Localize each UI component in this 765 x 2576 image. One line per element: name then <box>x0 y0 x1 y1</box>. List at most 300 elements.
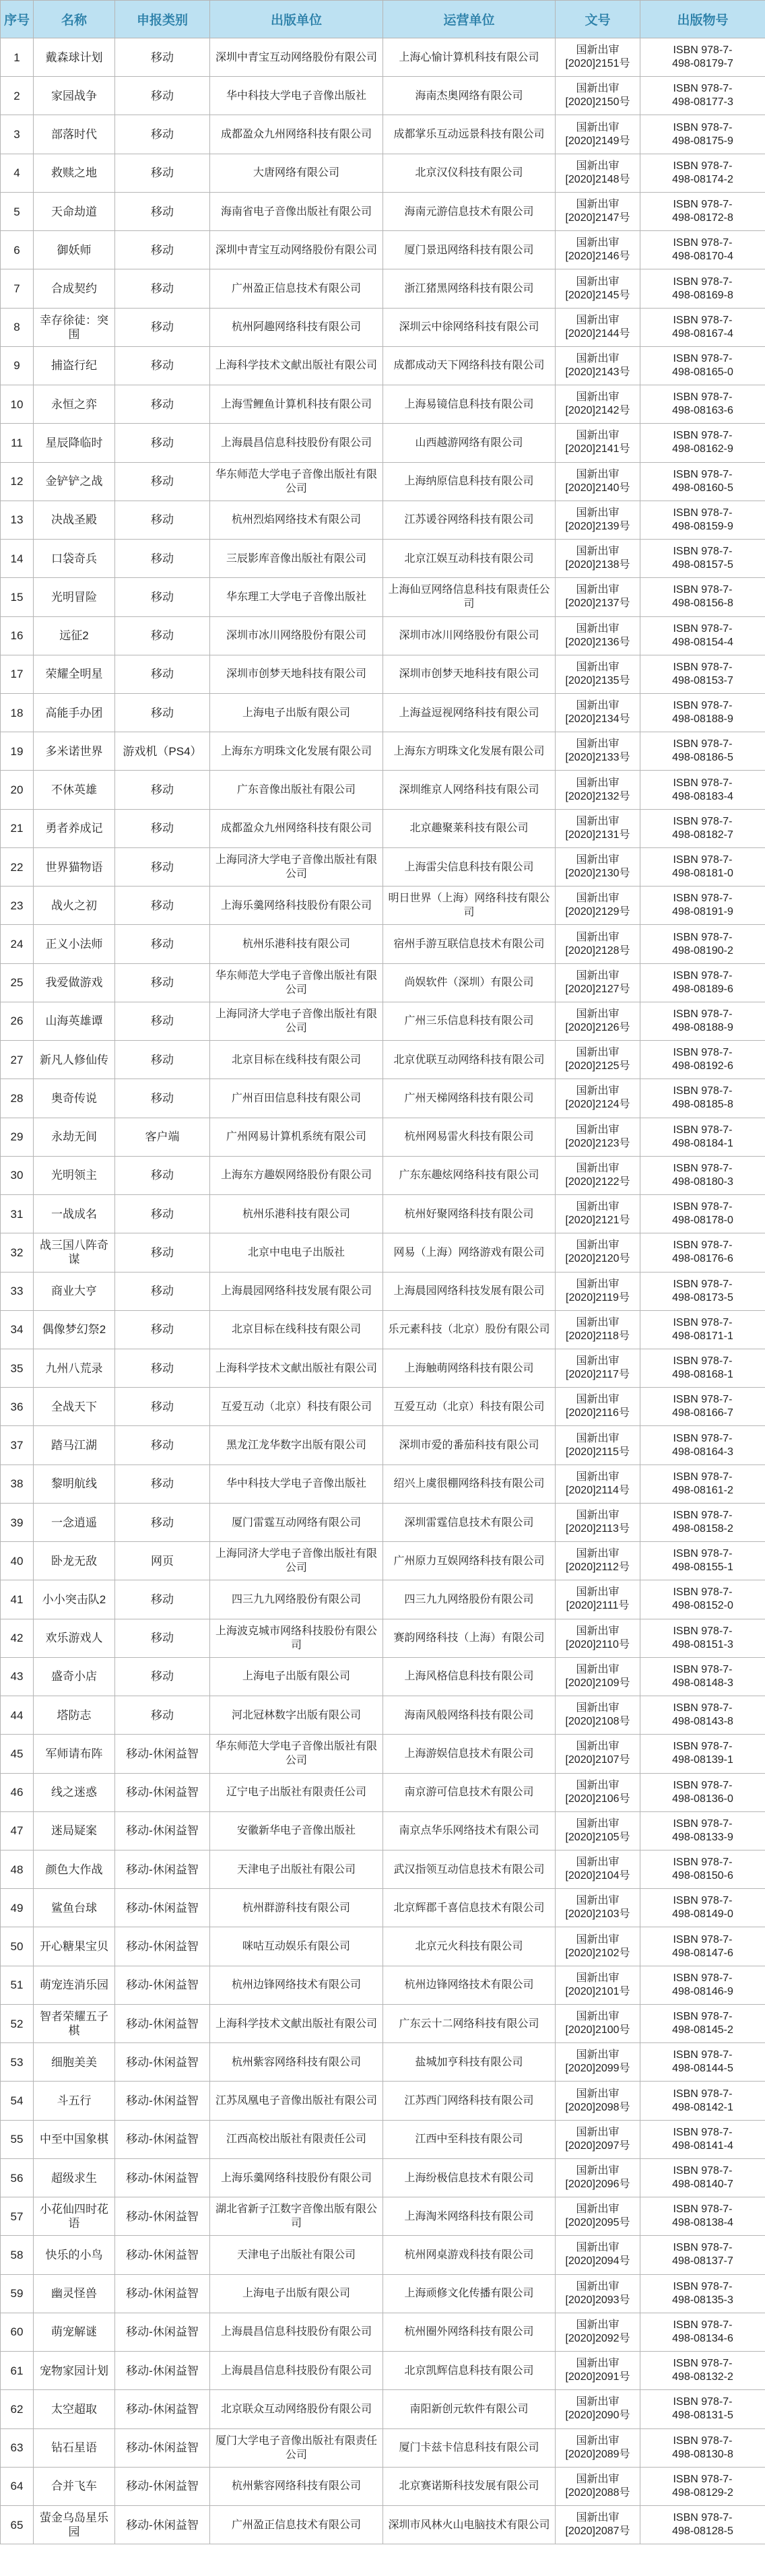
doc-number-line: [2020]2122号 <box>565 1176 630 1188</box>
category: 移动-休闲益智 <box>115 2043 210 2082</box>
doc-number <box>556 2197 640 2236</box>
table-row <box>1 192 765 230</box>
doc-number-line: [2020]2107号 <box>565 1754 630 1766</box>
doc-number-line: 国新出审 <box>576 1972 620 1984</box>
category: 移动 <box>115 1233 210 1272</box>
doc-number-line: [2020]2098号 <box>565 2101 630 2113</box>
isbn-line: 498-08162-9 <box>672 443 733 455</box>
game-name: 萌宠连消乐园 <box>34 1966 115 2004</box>
doc-number-line: [2020]2104号 <box>565 1870 630 1882</box>
operator: 广东东趣炫网络科技有限公司 <box>383 1156 556 1194</box>
operator: 深圳市创梦天地科技有限公司 <box>383 655 556 693</box>
operator: 明日世界（上海）网络科技有限公司 <box>383 887 556 925</box>
category: 移动-休闲益智 <box>115 1735 210 1773</box>
doc-number <box>556 385 640 424</box>
doc-number <box>556 1542 640 1580</box>
row-number: 14 <box>1 540 34 578</box>
row-number: 1 <box>1 38 34 77</box>
publisher: 杭州阿趣网络科技有限公司 <box>210 308 383 346</box>
row-number: 46 <box>1 1773 34 1811</box>
publisher: 湖北省新子江数字音像出版有限公司 <box>210 2197 383 2236</box>
isbn-line: ISBN 978-7- <box>673 931 733 943</box>
isbn-line: 498-08152-0 <box>672 1600 733 1612</box>
game-name: 细胞美美 <box>34 2043 115 2082</box>
publisher: 广州百田信息科技有限公司 <box>210 1079 383 1118</box>
row-number: 12 <box>1 462 34 501</box>
publisher: 深圳市创梦天地科技有限公司 <box>210 655 383 693</box>
isbn-line: 498-08138-4 <box>672 2217 733 2229</box>
row-number: 6 <box>1 231 34 269</box>
isbn <box>640 2274 765 2313</box>
operator: 北京赛诺斯科技发展有限公司 <box>383 2467 556 2505</box>
isbn-line: ISBN 978-7- <box>673 1355 733 1367</box>
category: 移动 <box>115 1156 210 1194</box>
doc-number <box>556 1426 640 1464</box>
operator: 北京汉仪科技有限公司 <box>383 154 556 192</box>
publisher: 杭州紫容网络科技有限公司 <box>210 2467 383 2505</box>
publisher: 上海晨昌信息科技股份有限公司 <box>210 2352 383 2390</box>
doc-number-line: [2020]2138号 <box>565 559 630 571</box>
doc-number-line: [2020]2093号 <box>565 2294 630 2306</box>
game-name: 奥奇传说 <box>34 1079 115 1118</box>
game-name: 鲨鱼台球 <box>34 1889 115 1927</box>
doc-number <box>556 1580 640 1619</box>
row-number: 5 <box>1 192 34 230</box>
doc-number <box>556 1118 640 1156</box>
game-name: 幸存徐徒：突围 <box>34 308 115 346</box>
game-name: 颜色大作战 <box>34 1850 115 1889</box>
doc-number-line: 国新出审 <box>576 430 620 442</box>
isbn <box>640 2004 765 2042</box>
doc-number <box>556 38 640 77</box>
publisher: 杭州边锋网络技术有限公司 <box>210 1966 383 2004</box>
isbn-line: ISBN 978-7- <box>673 2319 733 2331</box>
isbn <box>640 462 765 501</box>
doc-number <box>556 847 640 886</box>
doc-number-line: [2020]2110号 <box>566 1638 630 1650</box>
table-row <box>1 1118 765 1156</box>
publisher: 上海电子出版有限公司 <box>210 2274 383 2313</box>
publisher: 杭州乐港科技有限公司 <box>210 925 383 963</box>
row-number: 4 <box>1 154 34 192</box>
header-name: 名称 <box>34 1 115 38</box>
category: 移动-休闲益智 <box>115 2506 210 2544</box>
isbn-line: ISBN 978-7- <box>673 777 733 789</box>
isbn-line: 498-08182-7 <box>672 829 733 841</box>
game-name: 中至中国象棋 <box>34 2120 115 2158</box>
game-name: 天命劫道 <box>34 192 115 230</box>
table-row <box>1 1580 765 1619</box>
game-name: 快乐的小鸟 <box>34 2236 115 2274</box>
table-row <box>1 2043 765 2082</box>
row-number: 22 <box>1 847 34 886</box>
operator: 上海益逗视网络科技有限公司 <box>383 693 556 732</box>
header-publisher: 出版单位 <box>210 1 383 38</box>
doc-number <box>556 346 640 385</box>
game-name: 九州八荒录 <box>34 1349 115 1387</box>
publisher: 上海晨昌信息科技股份有限公司 <box>210 424 383 462</box>
doc-number-line: [2020]2149号 <box>565 135 630 147</box>
category: 移动 <box>115 424 210 462</box>
category: 移动 <box>115 154 210 192</box>
isbn-line: ISBN 978-7- <box>673 2512 733 2524</box>
category: 移动 <box>115 540 210 578</box>
isbn-line: 498-08192-6 <box>672 1060 733 1072</box>
table-row <box>1 809 765 847</box>
doc-number <box>556 887 640 925</box>
operator: 江西中至科技有限公司 <box>383 2120 556 2158</box>
operator: 上海仙豆网络信息科技有限责任公司 <box>383 578 556 616</box>
doc-number <box>556 1349 640 1387</box>
header-doc-number: 文号 <box>556 1 640 38</box>
isbn-line: 498-08167-4 <box>672 327 733 340</box>
game-name: 远征2 <box>34 616 115 655</box>
doc-number-line: 国新出审 <box>576 2319 620 2331</box>
operator: 赛韵网络科技（上海）有限公司 <box>383 1619 556 1657</box>
isbn <box>640 1041 765 1079</box>
publisher: 华东师范大学电子音像出版社有限公司 <box>210 462 383 501</box>
header-isbn: 出版物号 <box>640 1 765 38</box>
table-row <box>1 1272 765 1310</box>
doc-number-line: [2020]2094号 <box>565 2255 630 2267</box>
row-number: 52 <box>1 2004 34 2042</box>
category: 移动 <box>115 578 210 616</box>
isbn-line: ISBN 978-7- <box>673 160 733 172</box>
isbn <box>640 346 765 385</box>
operator: 上海纳原信息科技有限公司 <box>383 462 556 501</box>
publisher: 北京联众互动网络股份有限公司 <box>210 2390 383 2428</box>
operator: 杭州网易雷火科技有限公司 <box>383 1118 556 1156</box>
game-name: 口袋奇兵 <box>34 540 115 578</box>
isbn-line: 498-08157-5 <box>672 559 733 571</box>
doc-number <box>556 578 640 616</box>
table-row <box>1 925 765 963</box>
game-name: 智者荣耀五子棋 <box>34 2004 115 2042</box>
table-row <box>1 308 765 346</box>
row-number: 24 <box>1 925 34 963</box>
category: 移动 <box>115 38 210 77</box>
game-name: 家园战争 <box>34 77 115 115</box>
operator: 四三九九网络股份有限公司 <box>383 1580 556 1619</box>
doc-number-line: 国新出审 <box>576 1316 620 1328</box>
isbn-line: ISBN 978-7- <box>673 854 733 866</box>
isbn-line: 498-08149-0 <box>672 1908 733 1921</box>
doc-number-line: [2020]2088号 <box>565 2486 630 2499</box>
isbn-line: 498-08191-9 <box>672 906 733 918</box>
isbn <box>640 1310 765 1349</box>
isbn-line: 498-08165-0 <box>672 366 733 378</box>
row-number: 17 <box>1 655 34 693</box>
doc-number-line: 国新出审 <box>576 969 620 981</box>
isbn-line: 498-08185-8 <box>672 1099 733 1111</box>
isbn <box>640 1966 765 2004</box>
isbn-line: ISBN 978-7- <box>673 199 733 211</box>
operator: 杭州圈外网络科技有限公司 <box>383 2313 556 2351</box>
table-row <box>1 77 765 115</box>
doc-number <box>556 1927 640 1966</box>
game-name: 救赎之地 <box>34 154 115 192</box>
isbn-line: ISBN 978-7- <box>673 1972 733 1984</box>
operator: 尚娱软件（深圳）有限公司 <box>383 963 556 1002</box>
doc-number-line: 国新出审 <box>576 160 620 172</box>
doc-number-line: 国新出审 <box>576 815 620 827</box>
isbn-line: ISBN 978-7- <box>673 2126 733 2138</box>
isbn <box>640 1118 765 1156</box>
doc-number-line: [2020]2134号 <box>565 713 630 726</box>
doc-number-line: [2020]2150号 <box>565 96 630 108</box>
doc-number <box>556 655 640 693</box>
isbn-line: ISBN 978-7- <box>673 2473 733 2485</box>
category: 移动-休闲益智 <box>115 2428 210 2467</box>
isbn-line: ISBN 978-7- <box>673 430 733 442</box>
game-name: 一战成名 <box>34 1195 115 1233</box>
isbn-line: 498-08190-2 <box>672 944 733 957</box>
operator: 深圳维京人网络科技有限公司 <box>383 771 556 809</box>
doc-number-line: [2020]2087号 <box>565 2525 630 2538</box>
row-number: 30 <box>1 1156 34 1194</box>
table-row <box>1 1464 765 1503</box>
game-name: 御妖师 <box>34 231 115 269</box>
doc-number <box>556 1735 640 1773</box>
isbn <box>640 1657 765 1696</box>
doc-number <box>556 462 640 501</box>
row-number: 59 <box>1 2274 34 2313</box>
operator: 北京优联互动网络科技有限公司 <box>383 1041 556 1079</box>
doc-number-line: [2020]2127号 <box>565 983 630 995</box>
isbn-line: 498-08163-6 <box>672 405 733 417</box>
doc-number-line: 国新出审 <box>576 1239 620 1252</box>
table-row <box>1 887 765 925</box>
publisher: 广州盈正信息技术有限公司 <box>210 269 383 308</box>
doc-number-line: [2020]2136号 <box>565 636 630 648</box>
doc-number-line: [2020]2101号 <box>565 1985 630 1997</box>
row-number: 36 <box>1 1388 34 1426</box>
isbn-line: ISBN 978-7- <box>673 1162 733 1174</box>
publisher: 河北冠林数字出版有限公司 <box>210 1696 383 1735</box>
category: 移动 <box>115 1272 210 1310</box>
isbn-line: ISBN 978-7- <box>673 2358 733 2370</box>
game-name: 不休英雄 <box>34 771 115 809</box>
table-row <box>1 2158 765 2197</box>
operator: 北京江娱互动科技有限公司 <box>383 540 556 578</box>
isbn-line: ISBN 978-7- <box>673 815 733 827</box>
operator: 杭州好聚网络科技有限公司 <box>383 1195 556 1233</box>
operator: 北京凯辉信息科技有限公司 <box>383 2352 556 2390</box>
row-number: 7 <box>1 269 34 308</box>
doc-number <box>556 424 640 462</box>
isbn <box>640 963 765 1002</box>
game-name: 山海英雄谭 <box>34 1002 115 1040</box>
row-number: 29 <box>1 1118 34 1156</box>
isbn-line: 498-08139-1 <box>672 1754 733 1766</box>
doc-number <box>556 2043 640 2082</box>
row-number: 3 <box>1 115 34 154</box>
doc-number-line: [2020]2118号 <box>566 1330 630 1342</box>
row-number: 62 <box>1 2390 34 2428</box>
doc-number <box>556 1503 640 1541</box>
operator: 广州原力互娱网络科技有限公司 <box>383 1542 556 1580</box>
row-number: 37 <box>1 1426 34 1464</box>
operator: 江苏谖谷网络科技有限公司 <box>383 501 556 539</box>
table-row <box>1 1619 765 1657</box>
isbn-line: 498-08169-8 <box>672 289 733 301</box>
doc-number-line: [2020]2106号 <box>565 1793 630 1805</box>
isbn-line: 498-08172-8 <box>672 212 733 224</box>
doc-number-line: [2020]2125号 <box>565 1060 630 1072</box>
isbn-line: ISBN 978-7- <box>673 1625 733 1637</box>
category: 移动 <box>115 192 210 230</box>
table-row <box>1 732 765 771</box>
game-name: 迷局疑案 <box>34 1811 115 1850</box>
isbn-line: 498-08181-0 <box>672 868 733 880</box>
doc-number-line: 国新出审 <box>576 2280 620 2292</box>
doc-number-line: 国新出审 <box>576 1857 620 1869</box>
isbn-line: ISBN 978-7- <box>673 1278 733 1290</box>
publisher: 华东师范大学电子音像出版社有限公司 <box>210 963 383 1002</box>
doc-number-line: 国新出审 <box>576 1162 620 1174</box>
publisher: 杭州紫容网络科技有限公司 <box>210 2043 383 2082</box>
game-name: 小小突击队2 <box>34 1580 115 1619</box>
doc-number-line: 国新出审 <box>576 2512 620 2524</box>
operator: 深圳雷霆信息技术有限公司 <box>383 1503 556 1541</box>
isbn-line: 498-08135-3 <box>672 2294 733 2306</box>
row-number: 49 <box>1 1889 34 1927</box>
isbn-line: 498-08188-9 <box>672 713 733 726</box>
doc-number-line: [2020]2128号 <box>565 944 630 957</box>
game-name: 多米诺世界 <box>34 732 115 771</box>
isbn-line: ISBN 978-7- <box>673 1047 733 1059</box>
publisher: 华中科技大学电子音像出版社 <box>210 1464 383 1503</box>
isbn-line: 498-08156-8 <box>672 598 733 610</box>
doc-number-line: 国新出审 <box>576 44 620 57</box>
doc-number-line: 国新出审 <box>576 700 620 712</box>
category: 移动 <box>115 887 210 925</box>
doc-number-line: [2020]2114号 <box>566 1484 630 1496</box>
isbn-line: ISBN 978-7- <box>673 1239 733 1252</box>
doc-number <box>556 192 640 230</box>
doc-number <box>556 1002 640 1040</box>
doc-number-line: 国新出审 <box>576 1895 620 1907</box>
category: 移动-休闲益智 <box>115 1850 210 1889</box>
row-number: 23 <box>1 887 34 925</box>
row-number: 26 <box>1 1002 34 1040</box>
game-name: 战三国八阵奇谋 <box>34 1233 115 1272</box>
operator: 广东云十二网络科技有限公司 <box>383 2004 556 2042</box>
doc-number <box>556 2390 640 2428</box>
isbn-line: 498-08161-2 <box>672 1484 733 1496</box>
category: 移动 <box>115 1041 210 1079</box>
isbn-line: 498-08175-9 <box>672 135 733 147</box>
doc-number-line: [2020]2090号 <box>565 2410 630 2422</box>
table-row <box>1 1966 765 2004</box>
game-name: 宠物家园计划 <box>34 2352 115 2390</box>
table-row <box>1 1773 765 1811</box>
game-name: 钻石星语 <box>34 2428 115 2467</box>
doc-number <box>556 231 640 269</box>
isbn <box>640 771 765 809</box>
game-name: 世界猫物语 <box>34 847 115 886</box>
isbn-line: ISBN 978-7- <box>673 276 733 288</box>
row-number: 31 <box>1 1195 34 1233</box>
isbn-line: 498-08183-4 <box>672 790 733 802</box>
isbn-line: 498-08174-2 <box>672 173 733 185</box>
game-name: 永劫无间 <box>34 1118 115 1156</box>
doc-number-line: 国新出审 <box>576 661 620 673</box>
isbn <box>640 2313 765 2351</box>
publisher: 三辰影库音像出版社有限公司 <box>210 540 383 578</box>
doc-number <box>556 2313 640 2351</box>
publisher: 互爱互动（北京）科技有限公司 <box>210 1388 383 1426</box>
isbn-line: 498-08146-9 <box>672 1985 733 1997</box>
doc-number-line: 国新出审 <box>576 83 620 95</box>
publisher: 北京目标在线科技有限公司 <box>210 1310 383 1349</box>
isbn-line: ISBN 978-7- <box>673 1548 733 1560</box>
game-name: 开心糖果宝贝 <box>34 1927 115 1966</box>
isbn-line: 498-08158-2 <box>672 1523 733 1535</box>
row-number: 58 <box>1 2236 34 2274</box>
row-number: 48 <box>1 1850 34 1889</box>
doc-number-line: 国新出审 <box>576 507 620 519</box>
table-row <box>1 231 765 269</box>
isbn-line: 498-08140-7 <box>672 2179 733 2190</box>
doc-number-line: 国新出审 <box>576 237 620 249</box>
category: 网页 <box>115 1542 210 1580</box>
isbn-line: ISBN 978-7- <box>673 468 733 480</box>
isbn <box>640 1927 765 1966</box>
doc-number-line: 国新出审 <box>576 893 620 905</box>
doc-number-line: [2020]2144号 <box>565 327 630 340</box>
row-number: 13 <box>1 501 34 539</box>
publisher: 广州盈正信息技术有限公司 <box>210 2506 383 2544</box>
doc-number-line: 国新出审 <box>576 2435 620 2447</box>
table-row <box>1 540 765 578</box>
doc-number-line: 国新出审 <box>576 2049 620 2061</box>
isbn-line: ISBN 978-7- <box>673 700 733 712</box>
category: 移动-休闲益智 <box>115 1773 210 1811</box>
isbn-line: 498-08134-6 <box>672 2332 733 2344</box>
row-number: 2 <box>1 77 34 115</box>
table-row <box>1 2004 765 2042</box>
isbn-line: ISBN 978-7- <box>673 44 733 57</box>
operator: 山西越游网络有限公司 <box>383 424 556 462</box>
table-row <box>1 1696 765 1735</box>
isbn-line: ISBN 978-7- <box>673 1895 733 1907</box>
publisher: 上海科学技术文献出版社有限公司 <box>210 2004 383 2042</box>
isbn <box>640 693 765 732</box>
doc-number <box>556 1850 640 1889</box>
doc-number-line: 国新出审 <box>576 2473 620 2485</box>
doc-number-line: 国新出审 <box>576 276 620 288</box>
isbn <box>640 1388 765 1426</box>
isbn-line: ISBN 978-7- <box>673 352 733 364</box>
doc-number <box>556 1079 640 1118</box>
table-row <box>1 1811 765 1850</box>
isbn-line: ISBN 978-7- <box>673 546 733 558</box>
isbn <box>640 38 765 77</box>
isbn <box>640 385 765 424</box>
doc-number-line: 国新出审 <box>576 1702 620 1714</box>
table-row <box>1 1156 765 1194</box>
doc-number <box>556 2004 640 2042</box>
isbn <box>640 424 765 462</box>
category: 移动 <box>115 77 210 115</box>
isbn-line: 498-08179-7 <box>672 58 733 70</box>
doc-number-line: [2020]2123号 <box>565 1137 630 1149</box>
doc-number-line: [2020]2116号 <box>566 1407 630 1419</box>
table-row <box>1 385 765 424</box>
game-name: 战火之初 <box>34 887 115 925</box>
table-row <box>1 346 765 385</box>
